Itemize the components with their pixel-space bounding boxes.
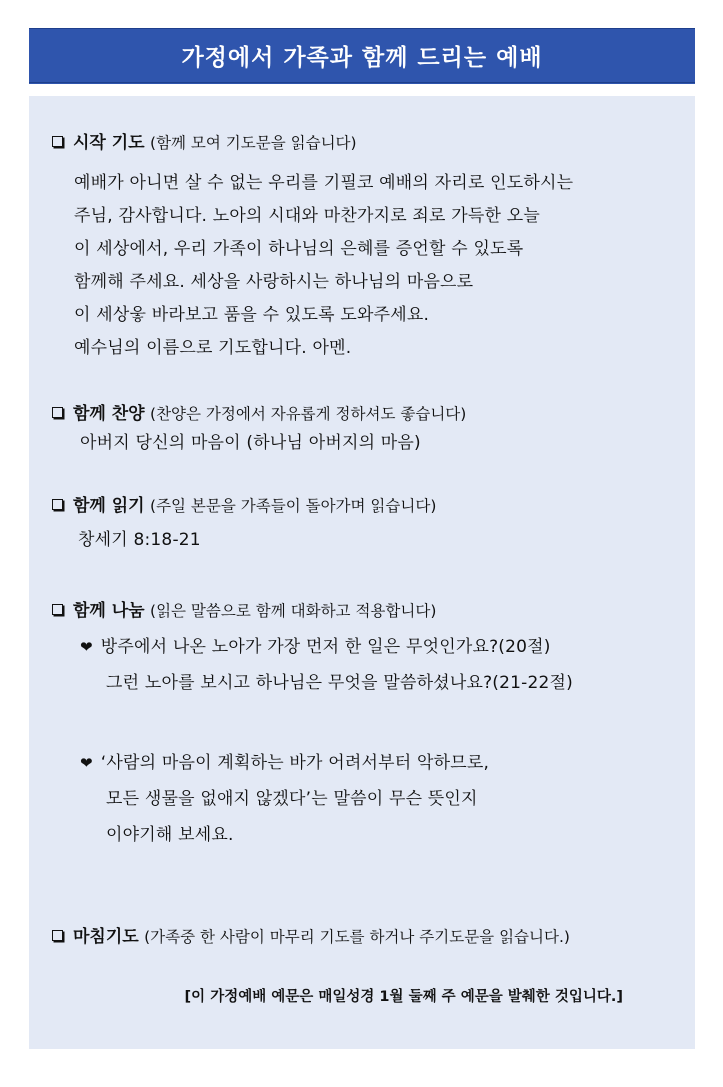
section-note: (가족중 한 사람이 마무리 기도를 하거나 주기도문을 읽습니다.) [144, 928, 570, 946]
heart-icon: ❤ [80, 754, 93, 772]
checkbox-icon [52, 930, 63, 941]
section-title: 함께 읽기 [73, 496, 145, 516]
prayer-line: 예배가 아니면 살 수 없는 우리를 기필코 예배의 자리로 인도하시는 [74, 173, 574, 193]
section-reading-heading [52, 491, 436, 516]
prayer-line: 이 세상에서, 우리 가족이 하나님의 은혜를 증언할 수 있도록 [74, 239, 524, 259]
section-note: (읽은 말씀으로 함께 대화하고 적용합니다) [150, 602, 437, 620]
checkbox-icon [52, 499, 63, 510]
prayer-line: 예수님의 이름으로 기도합니다. 아멘. [74, 338, 352, 358]
source-footnote: [이 가정예배 예문은 매일성경 1월 둘째 주 예문을 발췌한 것입니다.] [184, 989, 623, 1005]
checkbox-icon [52, 407, 63, 418]
section-title: 함께 나눔 [73, 601, 145, 621]
prayer-line: 이 세상웋 바라보고 품을 수 있도록 도와주세요. [74, 305, 430, 325]
question-line: 이야기해 보세요. [106, 825, 234, 845]
question-line: ❤ 방주에서 나온 노아가 가장 먼저 한 일은 무엇인가요?(20절) [80, 637, 551, 657]
section-note: (함께 모여 기도문을 읽습니다) [150, 134, 357, 152]
section-title: 시작 기도 [73, 133, 145, 153]
section-note: (주일 본문을 가족들이 돌아가며 읽습니다) [150, 497, 437, 515]
question-line: 그런 노아를 보시고 하나님은 무엇을 말씀하셨나요?(21-22절) [106, 673, 573, 693]
header-banner [29, 28, 695, 83]
section-title: 함께 찬양 [73, 404, 145, 424]
prayer-line: 주님, 감사합니다. 노아의 시대와 마찬가지로 죄로 가득한 오늘 [74, 206, 540, 226]
question-line: ❤ ‘사람의 마음이 계획하는 바가 어려서부터 악하므로, [80, 753, 490, 773]
header-underline [29, 83, 695, 84]
section-note: (찬양은 가정에서 자유롭게 정하셔도 좋습니다) [150, 405, 467, 423]
question-line: 모든 생물을 없애지 않겠다’는 말씀이 무슨 뜻인지 [106, 789, 478, 809]
checkbox-icon [52, 604, 63, 615]
scripture-line: 창세기 8:18-21 [78, 530, 201, 550]
section-closing-heading [52, 922, 570, 947]
section-title: 마침기도 [73, 927, 139, 947]
section-praise-heading [52, 399, 466, 424]
hymn-line: 아버지 당신의 마음이 (하나님 아버지의 마음) [80, 433, 421, 453]
section-sharing-heading [52, 596, 436, 621]
page-title: 가정에서 가족과 함께 드리는 예배 [181, 45, 543, 71]
section-start-heading [52, 128, 357, 153]
checkbox-icon [52, 136, 63, 147]
heart-icon: ❤ [80, 638, 93, 656]
prayer-line: 함께해 주세요. 세상을 사랑하시는 하나님의 마음으로 [74, 272, 474, 292]
